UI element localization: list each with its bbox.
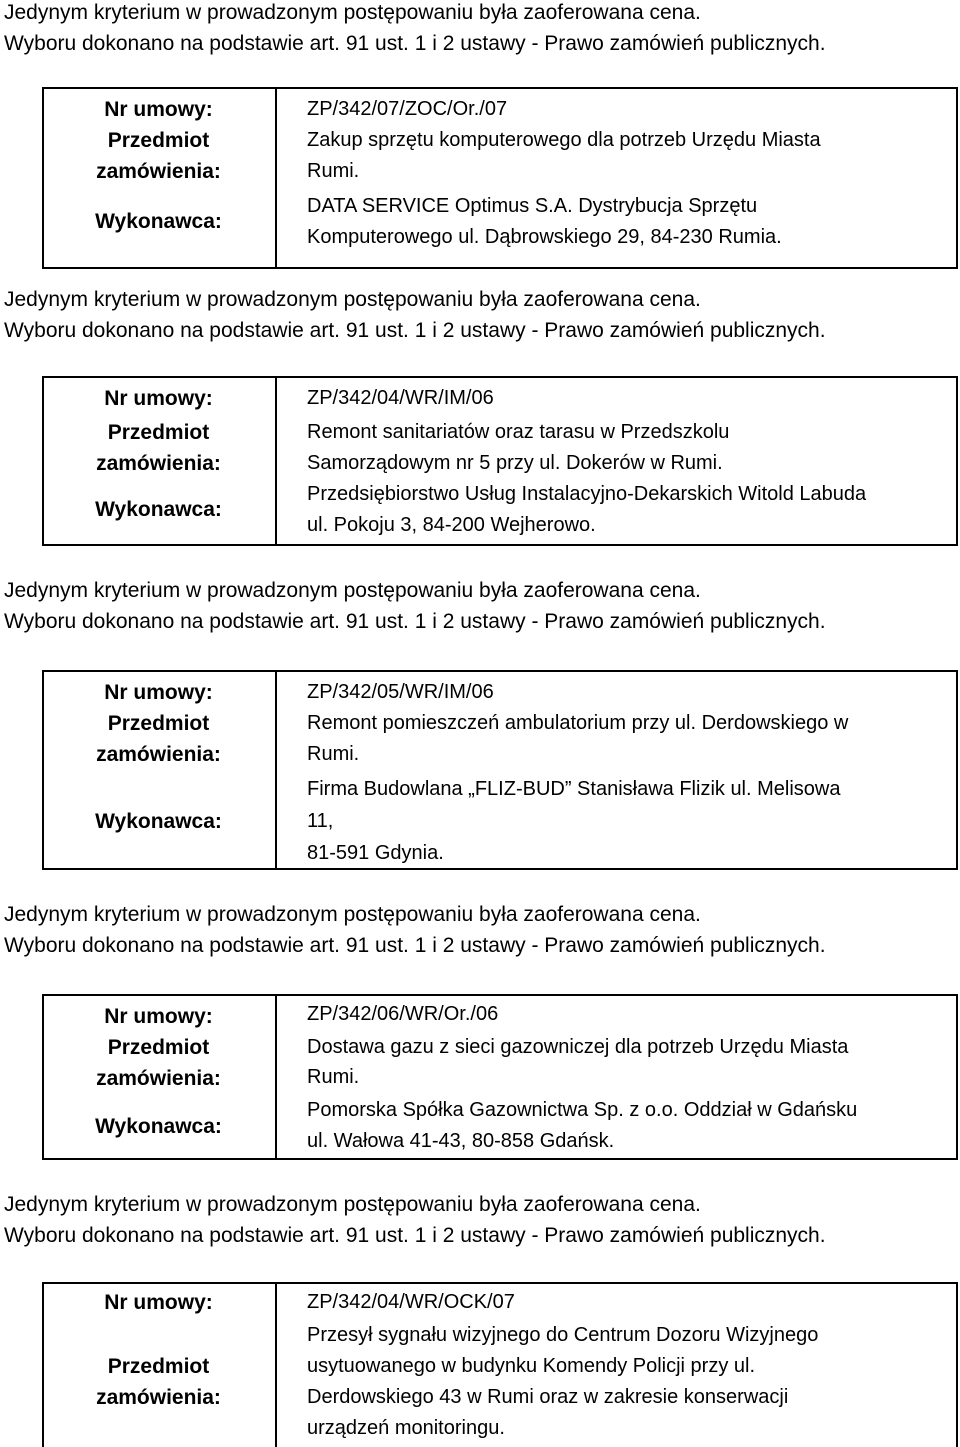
subject-line: Samorządowym nr 5 przy ul. Dokerów w Rumi.: [307, 452, 723, 474]
contractor-label: Wykonawca:: [95, 1115, 222, 1138]
subject-label-cont: zamówienia:: [96, 1386, 221, 1409]
contractor-line: Firma Budowlana „FLIZ-BUD” Stanisława Flizik ul. Melisowa: [307, 778, 841, 800]
subject-label-cont: zamówienia:: [96, 1067, 221, 1090]
contractor-line: Komputerowego ul. Dąbrowskiego 29, 84-230 Rumia.: [307, 226, 782, 248]
contract-number: ZP/342/04/WR/IM/06: [307, 387, 494, 409]
contractor-label: Wykonawca:: [95, 810, 222, 833]
subject-line: urządzeń monitoringu.: [307, 1417, 505, 1439]
contractor-line: ul. Pokoju 3, 84-200 Wejherowo.: [307, 514, 596, 536]
legal-basis-text: Wyboru dokonano na podstawie art. 91 ust. 1 i 2 ustawy - Prawo zamówień publicznych.: [4, 32, 826, 55]
contract-entry: [42, 1282, 958, 1447]
criterion-text: Jedynym kryterium w prowadzonym postępowaniu była zaoferowana cena.: [4, 903, 701, 926]
subject-label-cont: zamówienia:: [96, 452, 221, 475]
contract-number: ZP/342/06/WR/Or./06: [307, 1003, 499, 1025]
contract-entry: [42, 670, 958, 870]
subject-label: Przedmiot: [107, 129, 210, 152]
subject-line: Rumi.: [307, 1066, 360, 1088]
subject-label: Przedmiot: [107, 712, 210, 735]
contract-entry: [42, 376, 958, 546]
contractor-line: 11,: [307, 810, 334, 832]
contractor-line: 81-591 Gdynia.: [307, 842, 444, 864]
contract-number-label: Nr umowy:: [104, 98, 213, 121]
subject-label: Przedmiot: [107, 421, 210, 444]
criterion-text: Jedynym kryterium w prowadzonym postępowaniu była zaoferowana cena.: [4, 288, 701, 311]
subject-label: Przedmiot: [107, 1036, 210, 1059]
legal-basis-text: Wyboru dokonano na podstawie art. 91 ust. 1 i 2 ustawy - Prawo zamówień publicznych.: [4, 934, 826, 957]
subject-line: Zakup sprzętu komputerowego dla potrzeb Urzędu Miasta: [307, 129, 821, 151]
subject-line: Przesył sygnału wizyjnego do Centrum Dozoru Wizyjnego: [307, 1324, 819, 1346]
contractor-line: Przedsiębiorstwo Usług Instalacyjno-Dekarskich Witold Labuda: [307, 483, 867, 505]
subject-line: usytuowanego w budynku Komendy Policji przy ul.: [307, 1355, 756, 1377]
contract-number: ZP/342/07/ZOC/Or./07: [307, 98, 508, 120]
criterion-text: Jedynym kryterium w prowadzonym postępowaniu była zaoferowana cena.: [4, 579, 701, 602]
subject-line: Dostawa gazu z sieci gazowniczej dla potrzeb Urzędu Miasta: [307, 1036, 849, 1058]
contract-number-label: Nr umowy:: [104, 681, 213, 704]
contractor-label: Wykonawca:: [95, 498, 222, 521]
subject-label-cont: zamówienia:: [96, 743, 221, 766]
legal-basis-text: Wyboru dokonano na podstawie art. 91 ust. 1 i 2 ustawy - Prawo zamówień publicznych.: [4, 1224, 826, 1247]
criterion-text: Jedynym kryterium w prowadzonym postępowaniu była zaoferowana cena.: [4, 1193, 701, 1216]
legal-basis-text: Wyboru dokonano na podstawie art. 91 ust. 1 i 2 ustawy - Prawo zamówień publicznych.: [4, 319, 826, 342]
contract-number-label: Nr umowy:: [104, 1291, 213, 1314]
selection-note: [4, 575, 826, 637]
contractor-label: Wykonawca:: [95, 210, 222, 233]
contractor-line: ul. Wałowa 41-43, 80-858 Gdańsk.: [307, 1130, 615, 1152]
contract-entry: [42, 994, 958, 1160]
contract-number-label: Nr umowy:: [104, 1005, 213, 1028]
selection-note: [4, 0, 826, 59]
subject-line: Derdowskiego 43 w Rumi oraz w zakresie konserwacji: [307, 1386, 789, 1408]
legal-basis-text: Wyboru dokonano na podstawie art. 91 ust. 1 i 2 ustawy - Prawo zamówień publicznych.: [4, 610, 826, 633]
contract-number-label: Nr umowy:: [104, 387, 213, 410]
contractor-line: Pomorska Spółka Gazownictwa Sp. z o.o. Oddział w Gdańsku: [307, 1099, 858, 1121]
contract-number: ZP/342/04/WR/OCK/07: [307, 1291, 515, 1313]
subject-label: Przedmiot: [107, 1355, 210, 1378]
selection-note: [4, 284, 826, 346]
subject-line: Rumi.: [307, 160, 360, 182]
selection-note: [4, 1189, 826, 1251]
contractor-line: DATA SERVICE Optimus S.A. Dystrybucja Sprzętu: [307, 195, 758, 217]
subject-line: Remont sanitariatów oraz tarasu w Przedszkolu: [307, 421, 730, 443]
selection-note: [4, 899, 826, 961]
contract-entry: [42, 87, 958, 269]
subject-line: Remont pomieszczeń ambulatorium przy ul. Derdowskiego w: [307, 712, 849, 734]
criterion-text: Jedynym kryterium w prowadzonym postępowaniu była zaoferowana cena.: [4, 1, 701, 24]
contract-number: ZP/342/05/WR/IM/06: [307, 681, 494, 703]
subject-line: Rumi.: [307, 743, 360, 765]
subject-label-cont: zamówienia:: [96, 160, 221, 183]
